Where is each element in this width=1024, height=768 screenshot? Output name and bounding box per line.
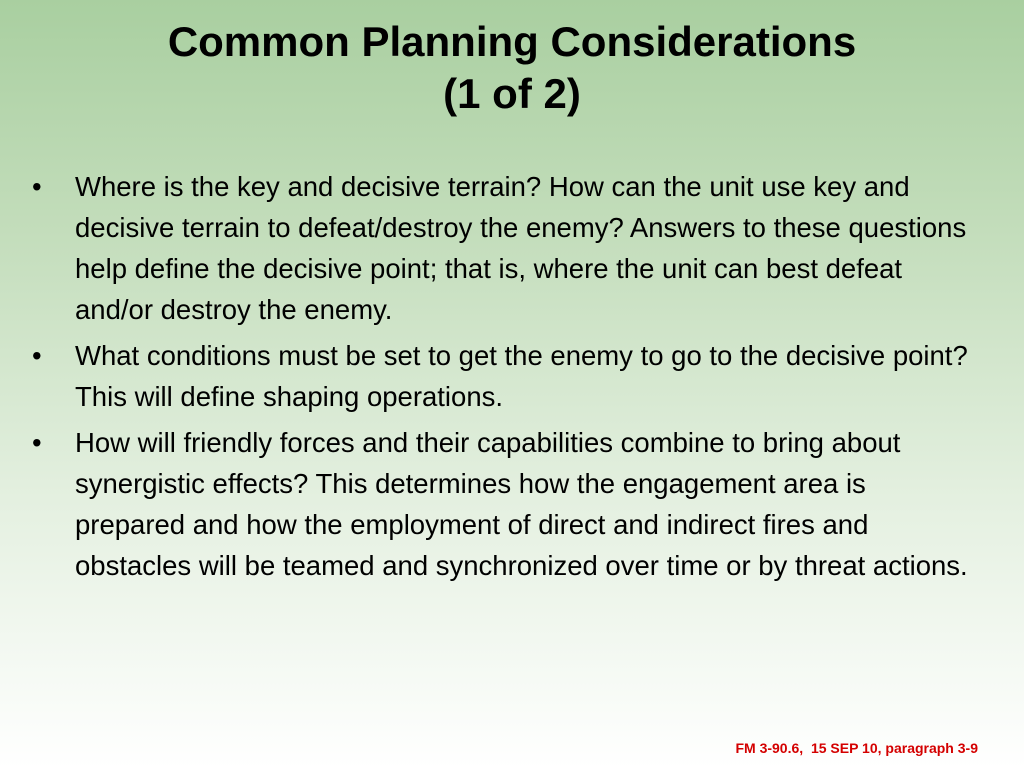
slide-title [0, 16, 1024, 120]
bullet-mark: • [32, 427, 42, 458]
bullet-text: Where is the key and decisive terrain? How can the unit use key and decisive terrain to defeat/destroy the enemy? Answers to these questions help define the decisive point; that is, where the unit can best defeat and/or destroy the enemy. [75, 171, 967, 325]
bullet-list [30, 166, 980, 591]
source-citation: FM 3-90.6, 15 SEP 10, paragraph 3-9 [735, 740, 978, 756]
bullet-item [30, 166, 980, 330]
bullet-item [30, 422, 980, 586]
bullet-text: How will friendly forces and their capabilities combine to bring about synergistic effects? This determines how the engagement area is prepared and how the employment of direct and indirect fires and obstacles will be teamed and synchronized over time or by threat actions. [75, 427, 968, 581]
slide-title-line-1: Common Planning Considerations [167, 18, 857, 65]
bullet-item [30, 335, 980, 417]
bullet-mark: • [32, 171, 42, 202]
slide-title-line-2: (1 of 2) [443, 70, 581, 117]
bullet-mark: • [32, 340, 42, 371]
bullet-text: What conditions must be set to get the enemy to go to the decisive point? This will define shaping operations. [75, 340, 968, 412]
